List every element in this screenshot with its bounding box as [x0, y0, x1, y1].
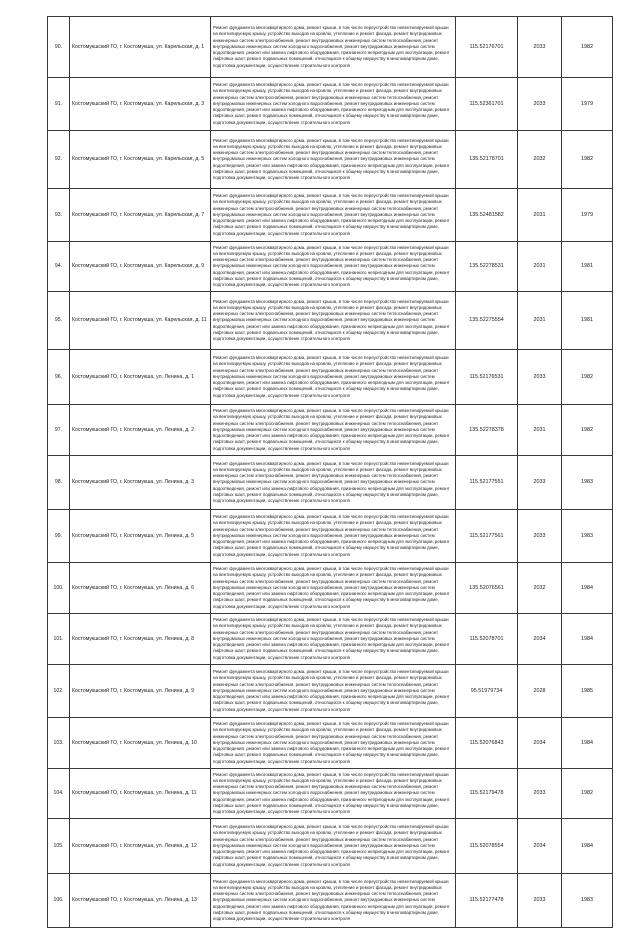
works-description-cell: Ремонт фундамента многоквартирного дома, ремонт крыши, в том числе переустройство невентилируемой крыши на вентилируемую крышу, устройство выходов на кровлю, утепление и ремонт фасада, ремонт внутридомовых инженерных систем электроснабжения, ремонт внутридомовых инженерных систем теплоснабжения, ремонт внутридомовых инженерных систем холодного водоснабжения, ремонт внутридомовых инженерных систем водоотведения, ремонт или замена лифтового оборудования, признанного непригодным для эксплуатации, ремонт лифтовых шахт, ремонт подвальных помещений, относящихся к общему имуществу в многоквартирном доме, подготовка документации, осуществление строительного контроля [211, 242, 456, 292]
build-year-cell: 1981 [562, 292, 613, 350]
table-row [48, 874, 613, 928]
planned-year-cell: 2031 [518, 405, 562, 456]
cost-code-cell: 135.52278378 [456, 405, 518, 456]
table-row [48, 405, 613, 456]
address-cell: Костомукшский ГО, г. Костомукша, ул. Ленина, д. 12 [70, 819, 211, 874]
table-row [48, 242, 613, 292]
table-row [48, 78, 613, 131]
planned-year-cell: 2031 [518, 189, 562, 242]
works-description-cell: Ремонт фундамента многоквартирного дома, ремонт крыши, в том числе переустройство невентилируемой крыши на вентилируемую крышу, устройство выходов на кровлю, утепление и ремонт фасада, ремонт внутридомовых инженерных систем электроснабжения, ремонт внутридомовых инженерных систем теплоснабжения, ремонт внутридомовых инженерных систем холодного водоснабжения, ремонт внутридомовых инженерных систем водоотведения, ремонт или замена лифтового оборудования, признанного непригодным для эксплуатации, ремонт лифтовых шахт, ремонт подвальных помещений, относящихся к общему имуществу в многоквартирном доме, подготовка документации, осуществление строительного контроля [211, 189, 456, 242]
cost-code-cell: 115.52177551 [456, 456, 518, 510]
address-cell: Костомукшский ГО, г. Костомукша, ул. Ленина, д. 11 [70, 769, 211, 819]
works-description-cell: Ремонт фундамента многоквартирного дома, ремонт крыши, в том числе переустройство невентилируемой крыши на вентилируемую крышу, устройство выходов на кровлю, утепление и ремонт фасада, ремонт внутридомовых инженерных систем электроснабжения, ремонт внутридомовых инженерных систем теплоснабжения, ремонт внутридомовых инженерных систем холодного водоснабжения, ремонт внутридомовых инженерных систем водоотведения, ремонт или замена лифтового оборудования, признанного непригодным для эксплуатации, ремонт лифтовых шахт, ремонт подвальных помещений, относящихся к общему имуществу в многоквартирном доме, подготовка документации, осуществление строительного контроля [211, 665, 456, 718]
planned-year-cell: 2033 [518, 874, 562, 928]
table-row [48, 563, 613, 614]
planned-year-cell: 2032 [518, 131, 562, 189]
works-description-cell: Ремонт фундамента многоквартирного дома, ремонт крыши, в том числе переустройство невентилируемой крыши на вентилируемую крышу, устройство выходов на кровлю, утепление и ремонт фасада, ремонт внутридомовых инженерных систем электроснабжения, ремонт внутридомовых инженерных систем теплоснабжения, ремонт внутридомовых инженерных систем холодного водоснабжения, ремонт внутридомовых инженерных систем водоотведения, ремонт или замена лифтового оборудования, признанного непригодным для эксплуатации, ремонт лифтовых шахт, ремонт подвальных помещений, относящихся к общему имуществу в многоквартирном доме, подготовка документации, осуществление строительного контроля [211, 614, 456, 665]
row-number: 106. [48, 874, 70, 928]
row-number: 91. [48, 78, 70, 131]
address-cell: Костомукшский ГО, г. Костомукша, ул. Ленина, д. 6 [70, 563, 211, 614]
cost-code-cell: 135.52076561 [456, 563, 518, 614]
planned-year-cell: 2034 [518, 718, 562, 769]
table-row [48, 769, 613, 819]
works-description-cell: Ремонт фундамента многоквартирного дома, ремонт крыши, в том числе переустройство невентилируемой крыши на вентилируемую крышу, устройство выходов на кровлю, утепление и ремонт фасада, ремонт внутридомовых инженерных систем электроснабжения, ремонт внутридомовых инженерных систем теплоснабжения, ремонт внутридомовых инженерных систем холодного водоснабжения, ремонт внутридомовых инженерных систем водоотведения, ремонт или замена лифтового оборудования, признанного непригодным для эксплуатации, ремонт лифтовых шахт, ремонт подвальных помещений, относящихся к общему имуществу в многоквартирном доме, подготовка документации, осуществление строительного контроля [211, 874, 456, 928]
build-year-cell: 1984 [562, 718, 613, 769]
cost-code-cell: 135.52278531 [456, 242, 518, 292]
table-row [48, 17, 613, 78]
works-description-cell: Ремонт фундамента многоквартирного дома, ремонт крыши, в том числе переустройство невентилируемой крыши на вентилируемую крышу, устройство выходов на кровлю, утепление и ремонт фасада, ремонт внутридомовых инженерных систем электроснабжения, ремонт внутридомовых инженерных систем теплоснабжения, ремонт внутридомовых инженерных систем холодного водоснабжения, ремонт внутридомовых инженерных систем водоотведения, ремонт или замена лифтового оборудования, признанного непригодным для эксплуатации, ремонт лифтовых шахт, ремонт подвальных помещений, относящихся к общему имуществу в многоквартирном доме, подготовка документации, осуществление строительного контроля [211, 17, 456, 78]
build-year-cell: 1982 [562, 131, 613, 189]
row-number: 97. [48, 405, 70, 456]
address-cell: Костомукшский ГО, г. Костомукша, ул. Карельская, д. 1 [70, 17, 211, 78]
works-description-cell: Ремонт фундамента многоквартирного дома, ремонт крыши, в том числе переустройство невентилируемой крыши на вентилируемую крышу, устройство выходов на кровлю, утепление и ремонт фасада, ремонт внутридомовых инженерных систем электроснабжения, ремонт внутридомовых инженерных систем теплоснабжения, ремонт внутридомовых инженерных систем холодного водоснабжения, ремонт внутридомовых инженерных систем водоотведения, ремонт или замена лифтового оборудования, признанного непригодным для эксплуатации, ремонт лифтовых шахт, ремонт подвальных помещений, относящихся к общему имуществу в многоквартирном доме, подготовка документации, осуществление строительного контроля [211, 819, 456, 874]
cost-code-cell: 135.52275554 [456, 292, 518, 350]
planned-year-cell: 2033 [518, 769, 562, 819]
table-row [48, 718, 613, 769]
planned-year-cell: 2033 [518, 78, 562, 131]
address-cell: Костомукшский ГО, г. Костомукша, ул. Ленина, д. 5 [70, 510, 211, 563]
address-cell: Костомукшский ГО, г. Костомукша, ул. Карельская, д. 7 [70, 189, 211, 242]
address-cell: Костомукшский ГО, г. Костомукша, ул. Ленина, д. 9 [70, 665, 211, 718]
row-number: 104. [48, 769, 70, 819]
address-cell: Костомукшский ГО, г. Костомукша, ул. Ленина, д. 1 [70, 350, 211, 405]
row-number: 101. [48, 614, 70, 665]
build-year-cell: 1982 [562, 769, 613, 819]
build-year-cell: 1982 [562, 350, 613, 405]
table-row [48, 350, 613, 405]
address-cell: Костомукшский ГО, г. Костомукша, ул. Ленина, д. 3 [70, 456, 211, 510]
build-year-cell: 1983 [562, 874, 613, 928]
planned-year-cell: 2033 [518, 456, 562, 510]
works-description-cell: Ремонт фундамента многоквартирного дома, ремонт крыши, в том числе переустройство невентилируемой крыши на вентилируемую крышу, устройство выходов на кровлю, утепление и ремонт фасада, ремонт внутридомовых инженерных систем электроснабжения, ремонт внутридомовых инженерных систем теплоснабжения, ремонт внутридомовых инженерных систем холодного водоснабжения, ремонт внутридомовых инженерных систем водоотведения, ремонт или замена лифтового оборудования, признанного непригодным для эксплуатации, ремонт лифтовых шахт, ремонт подвальных помещений, относящихся к общему имуществу в многоквартирном доме, подготовка документации, осуществление строительного контроля [211, 718, 456, 769]
row-number: 94. [48, 242, 70, 292]
cost-code-cell: 95.51979734 [456, 665, 518, 718]
cost-code-cell: 115.52078554 [456, 819, 518, 874]
row-number: 102. [48, 665, 70, 718]
housing-repair-table [47, 16, 613, 928]
address-cell: Костомукшский ГО, г. Костомукша, ул. Ленина, д. 10 [70, 718, 211, 769]
build-year-cell: 1983 [562, 456, 613, 510]
row-number: 95. [48, 292, 70, 350]
row-number: 92. [48, 131, 70, 189]
cost-code-cell: 115.52177561 [456, 510, 518, 563]
table-row [48, 456, 613, 510]
cost-code-cell: 115.52177478 [456, 874, 518, 928]
build-year-cell: 1982 [562, 17, 613, 78]
row-number: 96. [48, 350, 70, 405]
works-description-cell: Ремонт фундамента многоквартирного дома, ремонт крыши, в том числе переустройство невентилируемой крыши на вентилируемую крышу, устройство выходов на кровлю, утепление и ремонт фасада, ремонт внутридомовых инженерных систем электроснабжения, ремонт внутридомовых инженерных систем теплоснабжения, ремонт внутридомовых инженерных систем холодного водоснабжения, ремонт внутридомовых инженерных систем водоотведения, ремонт или замена лифтового оборудования, признанного непригодным для эксплуатации, ремонт лифтовых шахт, ремонт подвальных помещений, относящихся к общему имуществу в многоквартирном доме, подготовка документации, осуществление строительного контроля [211, 292, 456, 350]
table-row [48, 665, 613, 718]
table-row [48, 189, 613, 242]
build-year-cell: 1984 [562, 819, 613, 874]
row-number: 93. [48, 189, 70, 242]
planned-year-cell: 2033 [518, 350, 562, 405]
row-number: 98. [48, 456, 70, 510]
address-cell: Костомукшский ГО, г. Костомукша, ул. Ленина, д. 8 [70, 614, 211, 665]
cost-code-cell: 135.52178701 [456, 131, 518, 189]
cost-code-cell: 115.52361701 [456, 78, 518, 131]
cost-code-cell: 115.52176701 [456, 17, 518, 78]
address-cell: Костомукшский ГО, г. Костомукша, ул. Ленина, д. 13 [70, 874, 211, 928]
planned-year-cell: 2033 [518, 510, 562, 563]
planned-year-cell: 2033 [518, 17, 562, 78]
cost-code-cell: 115.52176531 [456, 350, 518, 405]
works-description-cell: Ремонт фундамента многоквартирного дома, ремонт крыши, в том числе переустройство невентилируемой крыши на вентилируемую крышу, устройство выходов на кровлю, утепление и ремонт фасада, ремонт внутридомовых инженерных систем электроснабжения, ремонт внутридомовых инженерных систем теплоснабжения, ремонт внутридомовых инженерных систем холодного водоснабжения, ремонт внутридомовых инженерных систем водоотведения, ремонт или замена лифтового оборудования, признанного непригодным для эксплуатации, ремонт лифтовых шахт, ремонт подвальных помещений, относящихся к общему имуществу в многоквартирном доме, подготовка документации, осуществление строительного контроля [211, 350, 456, 405]
planned-year-cell: 2032 [518, 563, 562, 614]
planned-year-cell: 2031 [518, 242, 562, 292]
works-description-cell: Ремонт фундамента многоквартирного дома, ремонт крыши, в том числе переустройство невентилируемой крыши на вентилируемую крышу, устройство выходов на кровлю, утепление и ремонт фасада, ремонт внутридомовых инженерных систем электроснабжения, ремонт внутридомовых инженерных систем теплоснабжения, ремонт внутридомовых инженерных систем холодного водоснабжения, ремонт внутридомовых инженерных систем водоотведения, ремонт или замена лифтового оборудования, признанного непригодным для эксплуатации, ремонт лифтовых шахт, ремонт подвальных помещений, относящихся к общему имуществу в многоквартирном доме, подготовка документации, осуществление строительного контроля [211, 456, 456, 510]
table-row [48, 131, 613, 189]
row-number: 100. [48, 563, 70, 614]
planned-year-cell: 2034 [518, 614, 562, 665]
cost-code-cell: 115.52179478 [456, 769, 518, 819]
address-cell: Костомукшский ГО, г. Костомукша, ул. Карельская, д. 11 [70, 292, 211, 350]
build-year-cell: 1985 [562, 665, 613, 718]
works-description-cell: Ремонт фундамента многоквартирного дома, ремонт крыши, в том числе переустройство невентилируемой крыши на вентилируемую крышу, устройство выходов на кровлю, утепление и ремонт фасада, ремонт внутридомовых инженерных систем электроснабжения, ремонт внутридомовых инженерных систем теплоснабжения, ремонт внутридомовых инженерных систем холодного водоснабжения, ремонт внутридомовых инженерных систем водоотведения, ремонт или замена лифтового оборудования, признанного непригодным для эксплуатации, ремонт лифтовых шахт, ремонт подвальных помещений, относящихся к общему имуществу в многоквартирном доме, подготовка документации, осуществление строительного контроля [211, 78, 456, 131]
planned-year-cell: 2028 [518, 665, 562, 718]
works-description-cell: Ремонт фундамента многоквартирного дома, ремонт крыши, в том числе переустройство невентилируемой крыши на вентилируемую крышу, устройство выходов на кровлю, утепление и ремонт фасада, ремонт внутридомовых инженерных систем электроснабжения, ремонт внутридомовых инженерных систем теплоснабжения, ремонт внутридомовых инженерных систем холодного водоснабжения, ремонт внутридомовых инженерных систем водоотведения, ремонт или замена лифтового оборудования, признанного непригодным для эксплуатации, ремонт лифтовых шахт, ремонт подвальных помещений, относящихся к общему имуществу в многоквартирном доме, подготовка документации, осуществление строительного контроля [211, 769, 456, 819]
address-cell: Костомукшский ГО, г. Костомукша, ул. Ленина, д. 2 [70, 405, 211, 456]
build-year-cell: 1979 [562, 78, 613, 131]
build-year-cell: 1981 [562, 242, 613, 292]
address-cell: Костомукшский ГО, г. Костомукша, ул. Карельская, д. 3 [70, 78, 211, 131]
table-row [48, 614, 613, 665]
row-number: 99. [48, 510, 70, 563]
planned-year-cell: 2034 [518, 819, 562, 874]
table-body [48, 17, 613, 928]
works-description-cell: Ремонт фундамента многоквартирного дома, ремонт крыши, в том числе переустройство невентилируемой крыши на вентилируемую крышу, устройство выходов на кровлю, утепление и ремонт фасада, ремонт внутридомовых инженерных систем электроснабжения, ремонт внутридомовых инженерных систем теплоснабжения, ремонт внутридомовых инженерных систем холодного водоснабжения, ремонт внутридомовых инженерных систем водоотведения, ремонт или замена лифтового оборудования, признанного непригодным для эксплуатации, ремонт лифтовых шахт, ремонт подвальных помещений, относящихся к общему имуществу в многоквартирном доме, подготовка документации, осуществление строительного контроля [211, 131, 456, 189]
address-cell: Костомукшский ГО, г. Костомукша, ул. Карельская, д. 9 [70, 242, 211, 292]
works-description-cell: Ремонт фундамента многоквартирного дома, ремонт крыши, в том числе переустройство невентилируемой крыши на вентилируемую крышу, устройство выходов на кровлю, утепление и ремонт фасада, ремонт внутридомовых инженерных систем электроснабжения, ремонт внутридомовых инженерных систем теплоснабжения, ремонт внутридомовых инженерных систем холодного водоснабжения, ремонт внутридомовых инженерных систем водоотведения, ремонт или замена лифтового оборудования, признанного непригодным для эксплуатации, ремонт лифтовых шахт, ремонт подвальных помещений, относящихся к общему имуществу в многоквартирном доме, подготовка документации, осуществление строительного контроля [211, 510, 456, 563]
works-description-cell: Ремонт фундамента многоквартирного дома, ремонт крыши, в том числе переустройство невентилируемой крыши на вентилируемую крышу, устройство выходов на кровлю, утепление и ремонт фасада, ремонт внутридомовых инженерных систем электроснабжения, ремонт внутридомовых инженерных систем теплоснабжения, ремонт внутридомовых инженерных систем холодного водоснабжения, ремонт внутридомовых инженерных систем водоотведения, ремонт или замена лифтового оборудования, признанного непригодным для эксплуатации, ремонт лифтовых шахт, ремонт подвальных помещений, относящихся к общему имуществу в многоквартирном доме, подготовка документации, осуществление строительного контроля [211, 405, 456, 456]
planned-year-cell: 2031 [518, 292, 562, 350]
address-cell: Костомукшский ГО, г. Костомукша, ул. Карельская, д. 5 [70, 131, 211, 189]
cost-code-cell: 135.52481582 [456, 189, 518, 242]
row-number: 103. [48, 718, 70, 769]
table-row [48, 819, 613, 874]
works-description-cell: Ремонт фундамента многоквартирного дома, ремонт крыши, в том числе переустройство невентилируемой крыши на вентилируемую крышу, устройство выходов на кровлю, утепление и ремонт фасада, ремонт внутридомовых инженерных систем электроснабжения, ремонт внутридомовых инженерных систем теплоснабжения, ремонт внутридомовых инженерных систем холодного водоснабжения, ремонт внутридомовых инженерных систем водоотведения, ремонт или замена лифтового оборудования, признанного непригодным для эксплуатации, ремонт лифтовых шахт, ремонт подвальных помещений, относящихся к общему имуществу в многоквартирном доме, подготовка документации, осуществление строительного контроля [211, 563, 456, 614]
table-row [48, 292, 613, 350]
build-year-cell: 1982 [562, 405, 613, 456]
cost-code-cell: 115.52078701 [456, 614, 518, 665]
build-year-cell: 1979 [562, 189, 613, 242]
document-page [47, 16, 612, 928]
row-number: 90. [48, 17, 70, 78]
build-year-cell: 1984 [562, 614, 613, 665]
build-year-cell: 1984 [562, 563, 613, 614]
build-year-cell: 1983 [562, 510, 613, 563]
cost-code-cell: 115.52076843 [456, 718, 518, 769]
row-number: 105. [48, 819, 70, 874]
table-row [48, 510, 613, 563]
